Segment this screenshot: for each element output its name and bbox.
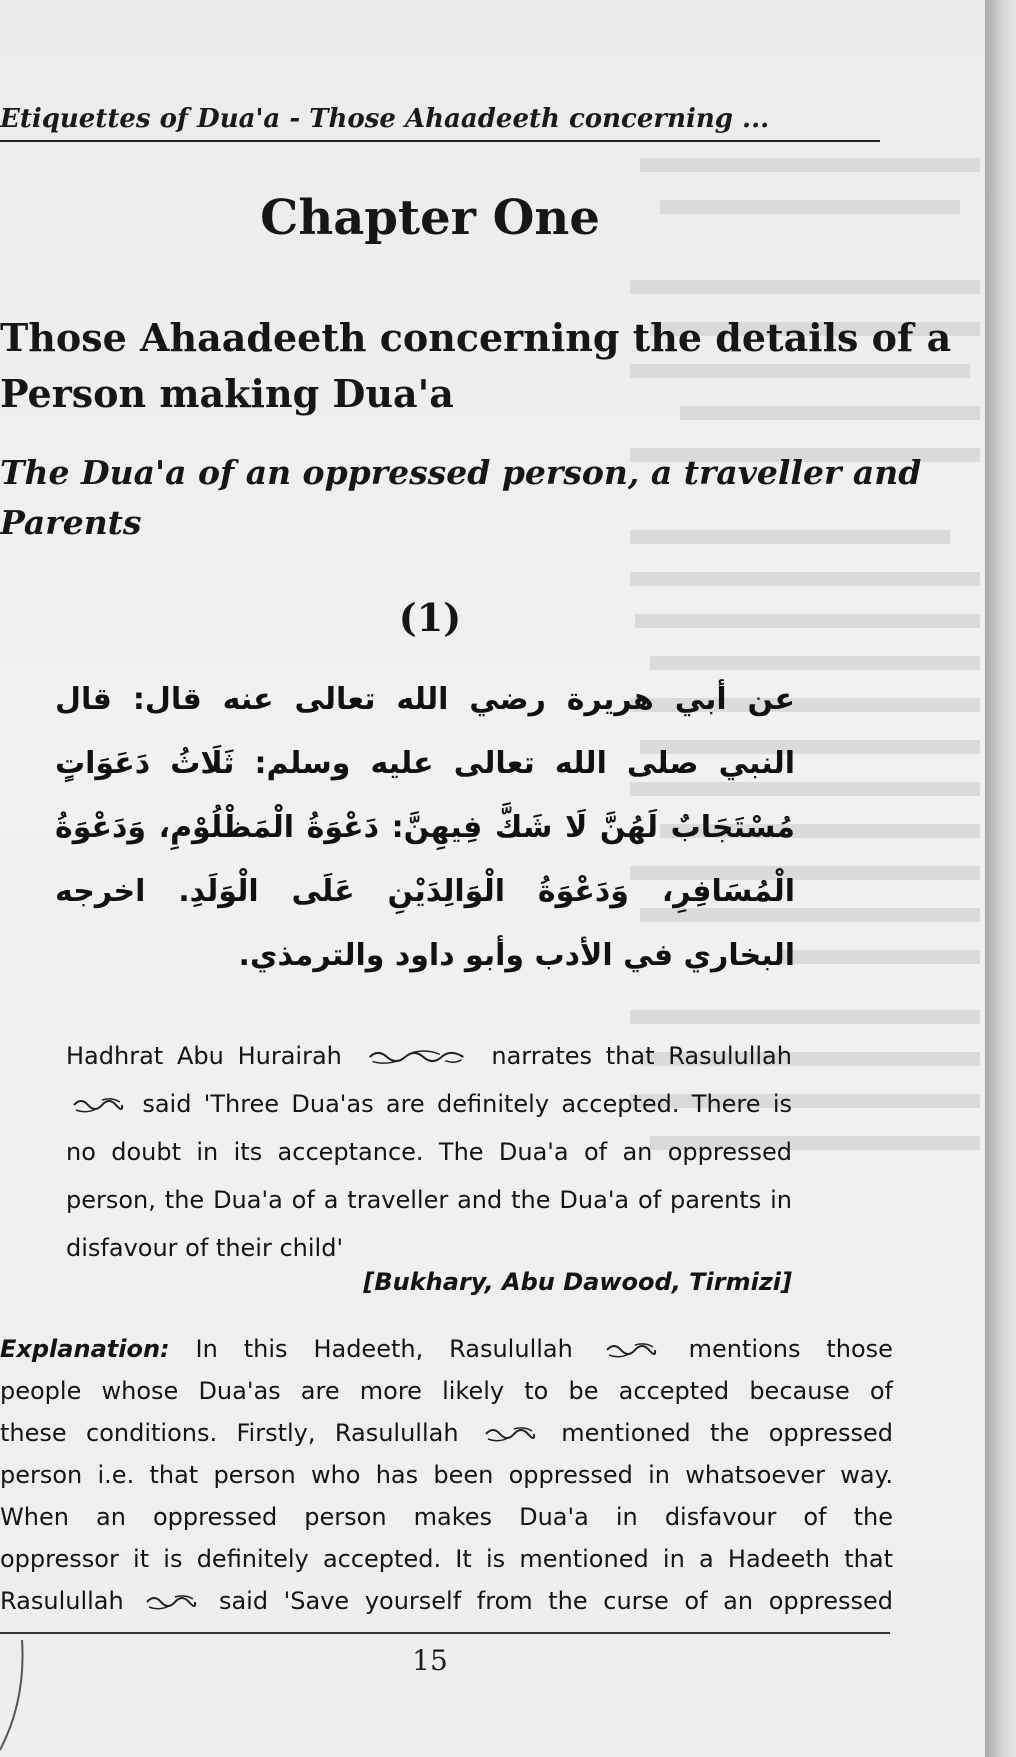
salutation-seal-icon: [72, 1095, 124, 1115]
translation-part-2: narrates that Rasulullah: [491, 1042, 792, 1070]
explanation-label: Explanation:: [0, 1335, 170, 1363]
hadith-translation: [66, 1032, 792, 1272]
explanation-line-2: people whose Dua'as are more likely to be accepted because of: [0, 1377, 893, 1405]
hadith-reference: [Bukhary, Abu Dawood, Tirmizi]: [363, 1268, 792, 1296]
section-title-line-1: Those Ahaadeeth concerning the details of a: [0, 315, 952, 360]
explanation-line-6: oppressor it is definitely accepted. It is mentioned in a Hadeeth that: [0, 1545, 893, 1573]
sub-title-line-1: The Dua'a of an oppressed person, a traveller and: [0, 453, 922, 492]
sub-title-line-2: Parents: [0, 503, 142, 542]
chapter-title: Chapter One: [260, 190, 600, 246]
translation-part-1: Hadhrat Abu Hurairah: [66, 1042, 342, 1070]
radhiyallahu-anhu-seal-icon: [362, 1047, 472, 1067]
section-title: [0, 310, 952, 422]
sub-title: [0, 448, 922, 548]
explanation-line-4: person i.e. that person who has been oppressed in whatsoever way.: [0, 1461, 893, 1489]
translation-part-3: said 'Three Dua'as are definitely accepted. There is no doubt in its acceptance. The Dua'a of an oppressed person, the Dua'a of a traveller and the Dua'a of parents in disfavour of their child': [66, 1090, 792, 1262]
page-number: 15: [412, 1644, 448, 1677]
explanation-paragraph: [0, 1328, 893, 1622]
explanation-line-5: When an oppressed person makes Dua'a in disfavour of the: [0, 1503, 893, 1531]
binding-curve: [0, 1640, 40, 1757]
adjacent-page-edge: [985, 0, 1016, 1757]
explanation-line-3-end: mentioned the oppressed: [561, 1419, 893, 1447]
explanation-line-1-text: In this Hadeeth, Rasulullah: [195, 1335, 573, 1363]
hadith-number: (1): [398, 595, 462, 640]
salutation-seal-icon: [484, 1424, 536, 1444]
explanation-line-1: [0, 1328, 893, 1370]
explanation-line-7: [0, 1580, 893, 1622]
footer-rule: [0, 1632, 890, 1634]
section-title-line-2: Person making Dua'a: [0, 371, 454, 416]
header-rule: [0, 140, 880, 142]
explanation-line-7-start: Rasulullah: [0, 1587, 124, 1615]
running-head: Etiquettes of Dua'a - Those Ahaadeeth concerning ...: [0, 104, 770, 134]
bleed-through-texture: [620, 130, 980, 1180]
arabic-hadith-text: عن أبي هريرة رضي الله تعالى عنه قال: قال النبي صلى الله تعالى عليه وسلم: ثَلَاثُ دَعَوَاتٍ مُسْتَجَابٌ لَهُنَّ لَا شَكَّ فِيهِنَّ: دَعْوَةُ الْمَظْلُوْمِ، وَدَعْوَةُ الْمُسَافِرِ، وَدَعْوَةُ الْوَالِدَيْنِ عَلَى الْوَلَدِ. اخرجه البخاري في الأدب وأبو داود والترمذي.: [55, 682, 795, 973]
explanation-line-3: [0, 1412, 893, 1454]
explanation-line-3-start: these conditions. Firstly, Rasulullah: [0, 1419, 459, 1447]
salutation-seal-icon: [145, 1592, 197, 1612]
explanation-line-1-end: mentions those: [688, 1335, 893, 1363]
salutation-seal-icon: [605, 1340, 657, 1360]
explanation-line-7-end: said 'Save yourself from the curse of an oppressed: [218, 1587, 893, 1615]
bleed-through-lines: [620, 130, 980, 1180]
